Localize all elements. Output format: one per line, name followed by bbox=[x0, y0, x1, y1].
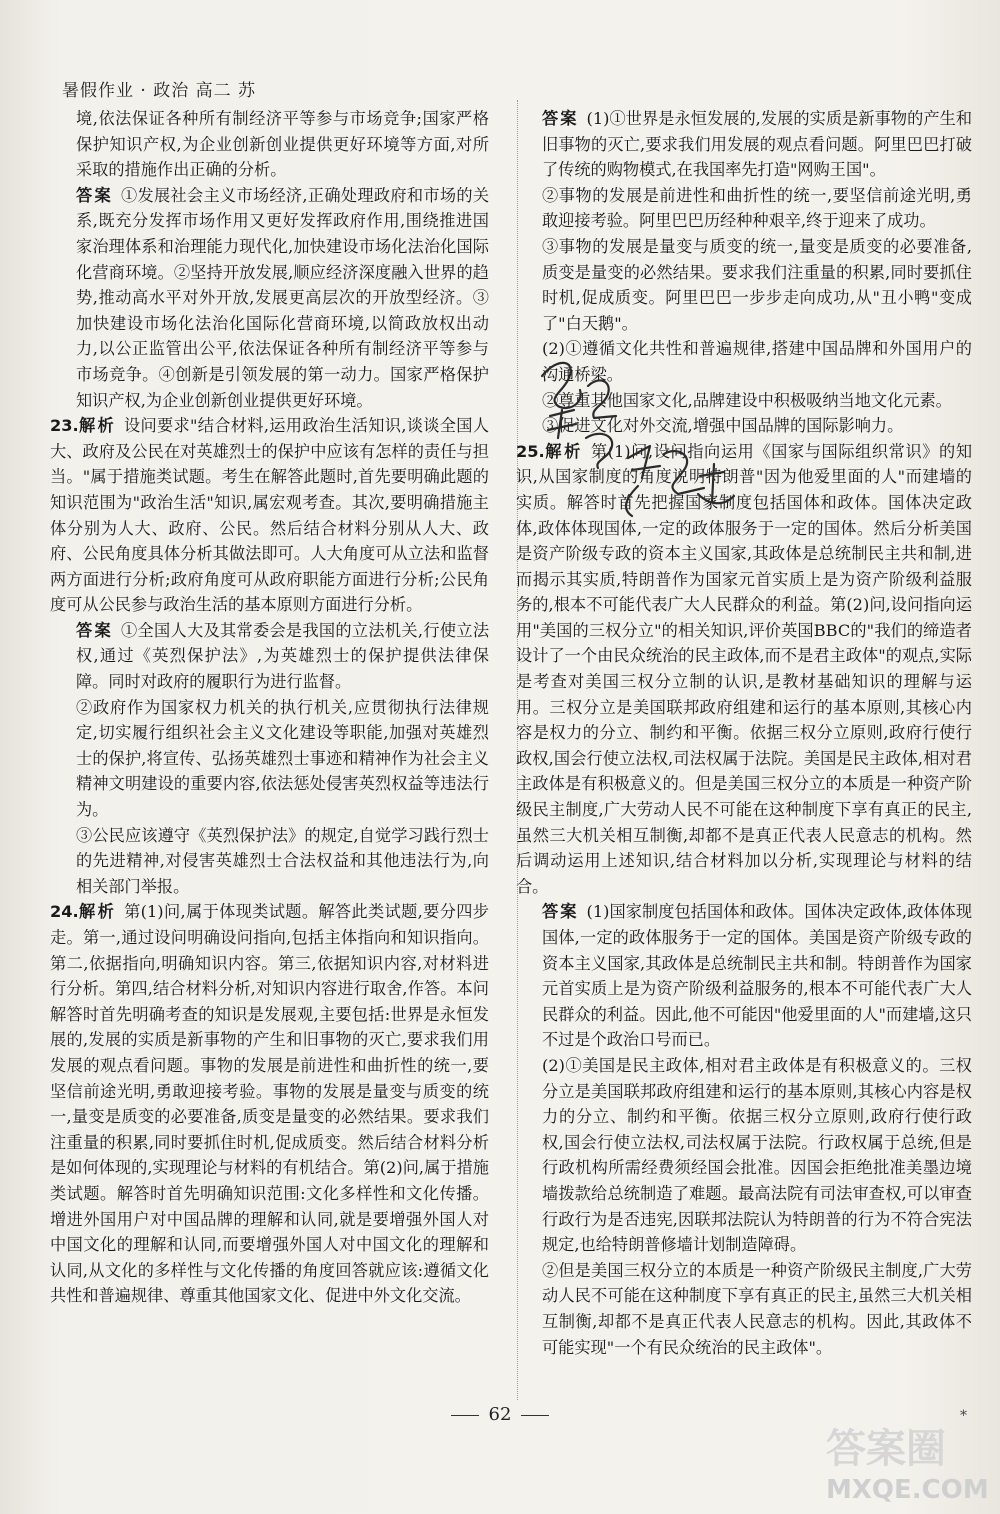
analysis-label: 解析 bbox=[544, 441, 583, 461]
analysis-text: 第(1)问,设问指向运用《国家与国际组织常识》的知识,从国家制度的角度说明特朗普"因为他爱里面的人"而建墙的实质。解答时首先把握国家制度包括国体和政体。国体决定政体,政体体现国体,一定的政体服务于一定的国体。然后分析美国是资产阶级专政的资本主义国家,其政体是总统制民主共和制,进而揭示其实质,特朗普作为国家元首实质上是为资产阶级利益服务的,根本不可能代表广大人民群众的利益。第(2)问,设问指向运用"美国的三权分立"的相关知识,评价英国BBC的"我们的缔造者设计了一个由民众统治的民主政体,而不是君主政体"的观点,实际是考查对美国三权分立制的认识,是教材基础知识的理解与运用。三权分立是美国联邦政府组建和运行的基本原则,其核心内容是权力的分立、制约和平衡。依据三权分立原则,政府行使行政权,国会行使立法权,司法权属于法院。美国是民主政体,相对君主政体是有积极意义的。但是美国三权分立的本质是一种资产阶级民主制度,广大劳动人民不可能在这种制度下享有真正的民主,虽然三大机关相互制衡,却都不是真正代表人民意志的机构。然后调动运用上述知识,结合材料加以分析,实现理论与材料的结合。 bbox=[516, 441, 973, 896]
answer-24-2: ②事物的发展是前进性和曲折性的统一,要坚信前途光明,勇敢迎接考验。阿里巴巴历经种种艰辛,终于迎来了成功。 bbox=[542, 185, 972, 231]
analysis-text: 第(1)问,属于体现类试题。解答此类试题,要分四步走。第一,通过设问明确设问指向,包括主体指向和知识指向。第二,依据指向,明确知识内容。第三,依据知识内容,对材料进行分析。第四,结合材料分析,对知识内容进行取舍,作答。本问解答时首先明确考查的知识是发展观,主要包括:世界是永恒发展的,发展的实质是新事物的产生和旧事物的灭亡,要求我们用发展的观点看问题。事物的发展是前进性和曲折性的统一,要坚信前途光明,勇敢迎接考验。事物的发展是量变与质变的统一,量变是质变的必要准备,质变是量变的必然结果。要求我们注重量的积累,同时要抓住时机,促成质变。然后结合材料分析是如何体现的,实现理论与材料的有机结合。第(2)问,属于措施类试题。解答时首先明确知识范围:文化多样性和文化传播。增进外国用户对中国品牌的理解和认同,就是要增强外国人对中国文化的理解和认同,而要增强外国人对中国文化的理解和认同,从文化的多样性与文化传播的角度回答就应该:遵循文化共性和普遍规律、尊重其他国家文化、促进中外文化交流。 bbox=[50, 902, 489, 1306]
answer-label: 答案 bbox=[542, 902, 579, 922]
answer-23-2: ②政府作为国家权力机关的执行机关,应贯彻执行法律规定,切实履行组织社会主义文化建设等职能,加强对英雄烈士的保护,将宣传、弘扬英雄烈士事迹和精神作为社会主义精神文明建设的重要内容,依法惩处侵害英烈权益等违法行为。 bbox=[76, 697, 489, 820]
question-number: 23. bbox=[50, 416, 79, 436]
answer-22-text: ①发展社会主义市场经济,正确处理政府和市场的关系,既充分发挥市场作用又更好发挥政府作用,围绕推进国家治理体系和治理能力现代化,加快建设市场化法治化国际化营商环境。②坚持开放发展,顺应经济深度融入世界的趋势,推动高水平对外开放,发展更高层次的开放型经济。③加快建设市场化法治化国际化营商环境,以简政放权出动力,以公正监管出公平,依法保证各种所有制经济平等参与市场竞争。④创新是引领发展的第一动力。国家严格保护知识产权,为企业创新创业提供更好环境。 bbox=[76, 185, 490, 410]
page-number-text: 62 bbox=[488, 1404, 512, 1425]
star-mark: * bbox=[960, 1408, 967, 1424]
question-23-analysis bbox=[50, 413, 489, 618]
answer-label: 答案 bbox=[76, 185, 113, 205]
answer-label: 答案 bbox=[76, 620, 113, 640]
site-watermark-logo bbox=[820, 1418, 990, 1506]
dash-left bbox=[451, 1415, 479, 1416]
analysis-text: 设问要求"结合材料,运用政治生活知识,谈谈全国人大、政府及公民在对英雄烈士的保护中应该有怎样的责任与担当。"属于措施类试题。考生在解答此题时,首先要明确此题的知识范围为"政治生活"知识,属宏观考查。其次,要明确措施主体分别为人大、政府、公民。然后结合材料分别从人大、政府、公民角度具体分析其做法即可。人大角度可从立法和监督两方面进行分析;政府角度可从政府职能方面进行分析;公民角度可从公民参与政治生活的基本原则方面进行分析。 bbox=[50, 416, 489, 615]
answer-24-5: ②尊重其他国家文化,品牌建设中积极吸纳当地文化元素。 bbox=[542, 390, 952, 410]
dash-right bbox=[521, 1415, 549, 1416]
left-column bbox=[50, 106, 490, 1309]
answer-25-2: (2)①美国是民主政体,相对君主政体是有积极意义的。三权分立是美国联邦政府组建和运行的基本原则,其核心内容是权力的分立、制约和平衡。依据三权分立原则,政府行使行政权,国会行使立法权,司法权属于法院。行政权属于总统,但是行政机构所需经费须经国会批准。因国会拒绝批准美墨边境墙拨款给总统制造了难题。最高法院有司法审查权,可以审查行政行为是否违宪,因联邦法院认为特朗普的行为不符合宪法规定,也给特朗普修墙计划制造障碍。 bbox=[542, 1055, 972, 1255]
answer-24-1-text: (1)①世界是永恒发展的,发展的实质是新事物的产生和旧事物的灭亡,要求我们用发展的观点看问题。阿里巴巴打破了传统的购物模式,在我国率先打造"网购王国"。 bbox=[542, 109, 973, 180]
answer-25-1 bbox=[542, 899, 972, 1053]
answer-24-4: (2)①遵循文化共性和普遍规律,搭建中国品牌和外国用户的沟通桥梁。 bbox=[542, 339, 972, 384]
analysis-label: 解析 bbox=[78, 416, 117, 436]
answer-22 bbox=[76, 183, 489, 413]
question-24-analysis bbox=[50, 899, 489, 1309]
paragraph-continued: 境,依法保证各种所有制经济平等参与市场竞争;国家严格保护知识产权,为企业创新创业提供更好环境等方面,对所采取的措施作出正确的分析。 bbox=[76, 109, 489, 180]
answer-23-1 bbox=[76, 618, 489, 695]
question-number: 25. bbox=[516, 441, 545, 461]
answer-25-1-text: (1)国家制度包括国体和政体。国体决定政体,政体体现国体,一定的政体服务于一定的国体。美国是资产阶级专政的资本主义国家,其政体是总统制民主共和制。特朗普作为国家元首实质上是为资产阶级利益服务的,根本不可能代表广大人民群众的利益。因此,他不可能因"他爱里面的人"而建墙,这只不过是个政治口号而已。 bbox=[542, 902, 973, 1050]
right-column bbox=[516, 106, 973, 1360]
pencil-scribble bbox=[528, 346, 768, 526]
analysis-label: 解析 bbox=[78, 902, 117, 922]
watermark-url-text: MXQE.COM bbox=[826, 1475, 989, 1505]
answer-23-3: ③公民应该遵守《英烈保护法》的规定,自觉学习践行烈士的先进精神,对侵害英雄烈士合法权益和其他违法行为,向相关部门举报。 bbox=[76, 825, 489, 896]
answer-label: 答案 bbox=[542, 109, 579, 128]
answer-24-3: ③事物的发展是量变与质变的统一,量变是质变的必要准备,质变是量变的必然结果。要求我们注重量的积累,同时要抓住时机,促成质变。阿里巴巴一步步走向成功,从"丑小鸭"变成了"白天鹅"。 bbox=[542, 236, 972, 333]
running-header: 暑假作业 · 政治 高二 苏 bbox=[62, 81, 257, 101]
watermark-main-text: 答案圈 bbox=[826, 1426, 946, 1472]
answer-24-1 bbox=[542, 106, 972, 183]
question-number: 24. bbox=[50, 902, 79, 922]
answer-23-1-text: ①全国人大及其常委会是我国的立法机关,行使立法权,通过《英烈保护法》,为英雄烈士的保护提供法律保障。同时对政府的履职行为进行监督。 bbox=[76, 620, 490, 692]
answer-24-6: ③促进文化对外交流,增强中国品牌的国际影响力。 bbox=[542, 416, 904, 436]
answer-25-3: ②但是美国三权分立的本质是一种资产阶级民主制度,广大劳动人民不可能在这种制度下享有真正的民主,虽然三大机关相互制衡,却都不是真正代表人民意志的机构。因此,其政体不可能实现"一个有民众统治的民主政体"。 bbox=[542, 1260, 972, 1357]
